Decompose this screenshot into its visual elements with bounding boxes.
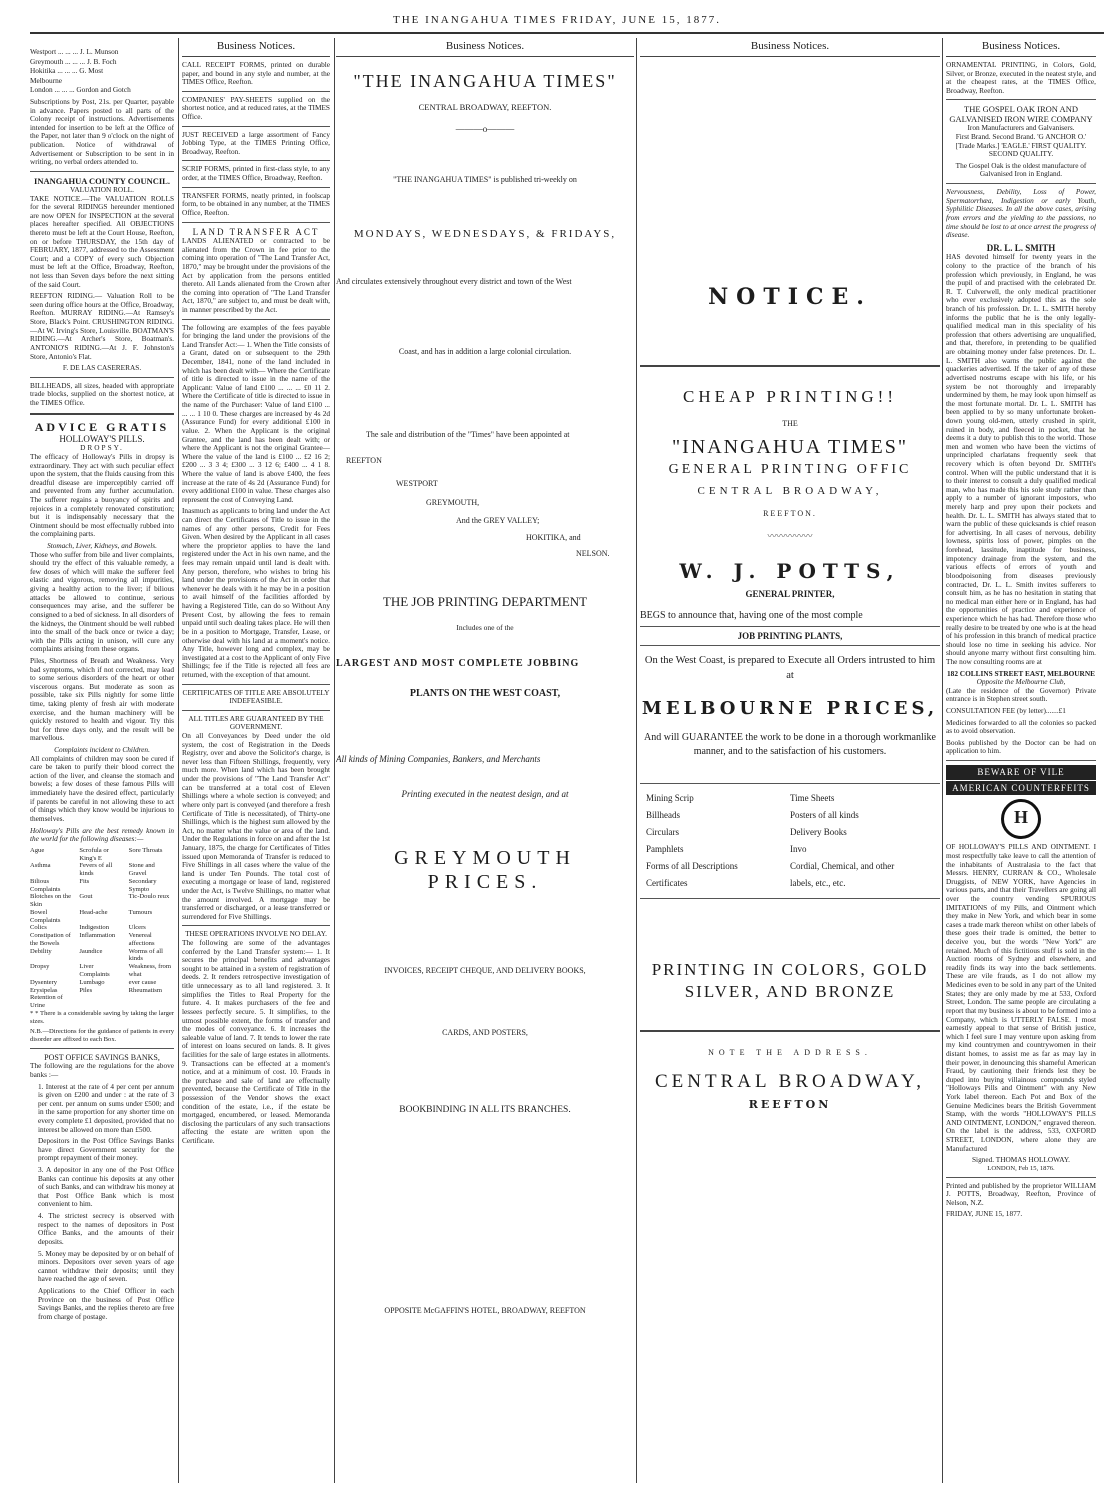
children-body: All complaints of children may soon be cured if care be taken to purify their blood correct the action of the liver, and cleanse the stomach and bowels; a few doses of these famous Pills will immediately have the desired effect, particularly if parents be careful in not allowing these to act of things which they know would be injurious to themselves. <box>30 753 174 823</box>
medicines-line: Medicines forwarded to all the colonies so packed as to avoid observation. <box>946 717 1096 736</box>
publication-days: MONDAYS, WEDNESDAYS, & FRIDAYS, <box>353 228 617 241</box>
counterfeit-banner: AMERICAN COUNTERFEITS <box>946 781 1096 796</box>
disease: Erysipelas <box>30 986 58 994</box>
agent-line: London ... ... ... Gordon and Gotch <box>30 85 131 95</box>
agent-place: HOKITIKA, and <box>526 533 581 543</box>
savings-rule: 5. Money may be deposited by or on behalf of minors. Depositors over seven years of age cannot withdraw their deposits; until they have reached the age of seven. <box>38 1248 174 1284</box>
masthead: THE INANGAHUA TIMES FRIDAY, JUNE 15, 1877. <box>393 14 721 26</box>
divider <box>640 1030 940 1032</box>
cheap-printing: CHEAP PRINTING!! <box>682 386 897 406</box>
job-item: Billheads <box>646 809 680 820</box>
disease: Worms of all kinds <box>128 947 163 963</box>
disease: Rheumatism <box>128 986 162 994</box>
guarantee-line: And will GUARANTEE the work to be done in a thorough workmanlike manner, and to the satisfaction of his customers. <box>644 731 936 757</box>
notice-title: NOTICE. <box>708 283 872 310</box>
agents-intro: The sale and distribution of the "Times" have been appointed at <box>366 430 570 440</box>
disease: ever cause <box>128 978 157 986</box>
piles-body: Piles, Shortness of Breath and Weakness. Very bad symptoms, which if not corrected, may lead to some serious disorders of the heart or other viscerous organs. But moderate as soon as possible, take six Pills nightly for some little time, taking plenty of fresh air with moderate exercise, and the human machinery will be quickly restored to health and vigour. Try this but for three days only, and the result will be marvellous. <box>30 655 174 743</box>
job-title: THE JOB PRINTING DEPARTMENT <box>382 594 588 610</box>
disease: Tumours <box>128 908 153 916</box>
agent-line: Westport ... ... ... J. L. Munson <box>30 48 119 56</box>
column-1 <box>30 48 174 1483</box>
job-item: Certificates <box>646 878 688 889</box>
job-item: Pamphlets <box>646 844 684 855</box>
divider <box>30 413 174 415</box>
doctor-title: DR. L. L. SMITH <box>986 242 1056 253</box>
divider <box>182 222 330 223</box>
column-5 <box>946 38 1096 1483</box>
footnote: * * There is a considerable saving by taking the larger sizes. <box>30 1009 174 1025</box>
disease: Weakness, from what <box>128 963 171 978</box>
dropsy-title: DROPSY. <box>80 443 124 453</box>
reefton-2: REEFTON <box>748 1098 832 1112</box>
ornamental-printing: ORNAMENTAL PRINTING, in Colors, Gold, Silver, or Bronze, executed in the neatest style, and at the cheapest rates, at the TIMES Office, Broadway, Reefton. <box>946 59 1096 95</box>
divider <box>640 645 940 646</box>
divider <box>30 1048 174 1049</box>
operations-title: THESE OPERATIONS INVOLVE NO DELAY. <box>185 929 327 939</box>
remedy-title: Holloway's Pills are the best remedy known in the world for the following diseases:— <box>30 825 174 844</box>
agent-place: WESTPORT <box>396 478 438 488</box>
disease: Blotches on the Skin <box>30 893 72 909</box>
largest-line: LARGEST AND MOST COMPLETE JOBBING <box>336 658 580 670</box>
ornament: ———o——— <box>455 124 515 135</box>
fee-examples: The following are examples of the fees payable for bringing the land under the provisions of the Land Transfer Act:— 1. When the Title consists of a Grant, dated on or subsequent to the 29th December, 1841, none of the land included in which has been dealt with— Where the Certificate of title is directed to issue in the name of the Applicant: Value of land £100 ... ... ... £0 11 2. Where the Certificate of title is directed to issue in the name of the Purchaser: Value of land £100 ... ... ... 1 10 0. These charges are increased by 4s 2d (Assurance Fund) for every additional £100 in value. 2. When the Applicant is the original Grantee, and the land has been dealt with; or where the Applicant is not the original Grantee— Where the value of the land is £100 ... £2 16 2; £200 ... 3 3 4; £300 ... 3 12 6; £400 ... 4 1 8. Where the value of land is above £400, the fees increase at the rate of 4s 2d (Assurance Fund) for every additional £100 in value. These charges also represent the cost of Conveying Land. <box>182 322 330 504</box>
disease: Inflammation <box>79 932 116 940</box>
all-kinds-line: All kinds of Mining Companies, Bankers, and Merchants <box>336 753 541 764</box>
agent-line: Melbourne <box>30 75 63 85</box>
plants-line: PLANTS ON THE WEST COAST, <box>409 688 561 700</box>
job-list-left <box>646 790 790 893</box>
agent-place: GREYMOUTH, <box>426 498 480 508</box>
disease: Sore Throats <box>128 846 163 854</box>
divider <box>640 626 940 627</box>
job-item: Posters of all kinds <box>790 809 859 820</box>
disease: Constipation of the Bowels <box>30 932 71 947</box>
paper-address: CENTRAL BROADWAY, REEFTON. <box>418 102 552 113</box>
column-rule <box>334 38 335 1483</box>
disease: Colics <box>30 924 47 932</box>
divider <box>182 684 330 685</box>
reefton: REEFTON. <box>763 509 817 519</box>
fancy-type: JUST RECEIVED a large assortment of Fancy Jobbing Type, at the TIMES Printing Office, Broadway, Reefton. <box>182 129 330 156</box>
coast-line: Coast, and has in addition a large colonial circulation. <box>398 346 572 356</box>
disease: Jaundice <box>79 947 103 955</box>
brands: First Brand. Second Brand. 'G ANCHOR O.' [Trade Marks.] 'EAGLE.' FIRST QUALITY. SECOND QUALITY. <box>955 132 1087 159</box>
agent-place: REEFTON <box>346 455 382 465</box>
divider <box>30 377 174 378</box>
guarantee-title: ALL TITLES ARE GUARANTEED BY THE GOVERNMENT. <box>188 713 324 732</box>
paper-title: "THE INANGAHUA TIMES" <box>353 70 617 91</box>
central-broadway-2: CENTRAL BROADWAY, <box>655 1070 925 1092</box>
divider <box>946 760 1096 761</box>
holloway-date: LONDON, Feb 15, 1876. <box>987 1164 1055 1172</box>
disease: Liver Complaints <box>79 963 110 978</box>
column-rule <box>178 38 179 1483</box>
general-printing: GENERAL PRINTING OFFIC <box>668 462 912 477</box>
savings-intro: The following are the regulations for the above banks :— <box>30 1061 174 1079</box>
agent-line: Greymouth ... ... ... J. B. Foch <box>30 56 117 66</box>
holloway-seal-icon <box>1001 799 1041 839</box>
disease: Secondary Sympto <box>128 877 157 893</box>
job-list-right <box>790 790 934 893</box>
holloway-title: HOLLOWAY'S PILLS. <box>59 433 145 444</box>
job-item: labels, etc., etc. <box>790 878 846 889</box>
disease: Scrofula or King's E <box>79 846 109 862</box>
gospel-title: THE GOSPEL OAK IRON AND GALVANISED IRON WIRE COMPANY <box>949 104 1093 125</box>
doctor-body: HAS devoted himself for twenty years in the colony to the practice of the branch of his profession which previously, in England, he was the pupil of and practised with the celebrated Dr. R. T. Culverwell, the only medical practitioner who ever exclusively adopted this as the sole branch of his profession. Dr. L. L. SMITH hereby informs the public that he is the only legally-qualified medical man in this speciality of his profession that others advertising are unqualified, and that, therefore, in pretending to be qualified are obtaining money under false pretences. Dr. L. L. SMITH also warns the public against the quackeries advertised. If the taker of any of these advertised nostrums escape with his life, or his system be not thoroughly and irreparably undermined by them, he may look upon himself as the most fortunate mortal. Dr. L. L. SMITH has been applied to by so many unfortunate broken-down young old-men, utterly crushed in spirit, ruined in body, and fleeced in pocket, that he deems it a duty to publish this to the world. Those men and women who have been the victims of unprincipled charlatans frequently seek that recovery which is often beyond Dr. SMITH's control. When will the public understand that it is to their interest to consult a duly qualified medical man, who has made this his sole study rather than apply to a number of ignorant impostors, who merely harp and prey upon their pockets and health. Dr. L. L. SMITH has always stated that to warn the public of these quicksands is chief reason for advertising. In all cases of nervous, debility lowness, spirits loss of power, pimples on the forehead, lassitude, inaptitude for business, impotency drainage from the system, and the various effects of errors of youth and bloodpoisoning from diseases previously contracted, Dr. L. L. Smith invites sufferers to consult him, as he has no hesitation in stating that no medical man either here or in England, has had the opportunities of practice and experience of experience which he has had. Therefore those who really desire to be treated by one who is at the head of his profession in this branch of medical practice should lose no time in seeking his advice. Nor should anyone marry without first consulting him. The now consulting rooms are at <box>946 252 1096 666</box>
lta-title: LAND TRANSFER ACT <box>192 226 320 237</box>
stomach-body: Those who suffer from bile and liver complaints, should try the effect of this valuable remedy, a few doses of which will make the sufferer feel elastic and vigorous, removing all impurities, giving a healthy action to the liver; if bilious attacks be allowed to continue, serious consequences may arise, and the sufferer be consigned to a bed of sickness. In all disorders of the kidneys, the Ointment should be well rubbed into the small of the back once or twice a day; with the Pills acting in unison, will cure any complaints arising from these organs. <box>30 549 174 654</box>
divider <box>30 171 174 172</box>
disease: Fevers of all kinds <box>79 862 113 878</box>
times-title: "INANGAHUA TIMES" <box>671 436 909 459</box>
doctor-opposite: Opposite the Melbourne Club, <box>976 677 1066 687</box>
job-list <box>646 790 934 893</box>
scrip-forms: SCRIP FORMS, printed in first-class style, to any order, at the TIMES Office, Broadway, Reefton. <box>182 164 330 183</box>
job-item: Delivery Books <box>790 826 847 837</box>
job-item: Circulars <box>646 826 679 837</box>
certificates-title: CERTIFICATES OF TITLE ARE ABSOLUTELY INDEFEASIBLE. <box>182 687 330 706</box>
disease: Asthma <box>30 862 51 870</box>
greymouth-prices: GREYMOUTH PRICES. <box>394 847 576 893</box>
counterfeit-body: OF HOLLOWAY'S PILLS AND OINTMENT. I most respectfully take leave to call the attention of the inhabitants of Australasia to the fact that Messrs. HENRY, CURRAN & CO., Wholesale Druggists, of NEW YORK, have Agencies in various parts, and that their Travellers are going all over the country vending SPURIOUS IMITATIONS of my Pills, and Ointment which they make in New York, and which bear in some cases a trade mark thereon whilst on other labels of these goes their trade is omitted, the better to deceive you, but the words "New York" are retained. Much of this fictitious stuff is sold in the Auction rooms of Sydney and elsewhere, and readily finds its way into the back settlements. These are vile frauds, as I do not allow my Medicines even to be sold in any part of the United States; they are only made by me at 533, Oxford Street, London. The same people are circulating a report that my business is about to be formed into a Company, which is UTTERLY FALSE. I most earnestly appeal to that sense of British justice, which I feel sure I may venture upon asking from my kind countrymen and countrywomen in their distant homes, to assist me as far as may lay in their power, in denouncing this shameful American Fraud, by cautioning their friends lest they be duped into buying villainous compounds styled "Holloways Pills and Ointment" with any New York label thereon. Each Pot and Box of the Genuine Medicines bears the British Government Stamp, with the words "HOLLOWAY'S PILLS AND OINTMENT, LONDON," engraved thereon. On the label is the address, 533, OXFORD STREET, LONDON, where alone they are Manufactured <box>946 842 1096 1153</box>
includes-line: Includes one of the <box>456 622 514 632</box>
divider <box>182 91 330 92</box>
consultation-fee: CONSULTATION FEE (by letter).......£1 <box>946 706 1066 716</box>
colors-line: PRINTING IN COLORS, GOLD SILVER, AND BRONZE <box>651 960 929 1002</box>
transfer-forms: TRANSFER FORMS, neatly printed, in foolscap form, to be obtained in any number, at the TIMES Office, Reefton. <box>182 190 330 217</box>
savings-title: POST OFFICE SAVINGS BANKS, <box>44 1052 160 1062</box>
column-4 <box>640 38 940 1483</box>
disease: Dysentery <box>30 978 58 986</box>
column-heading: Business Notices. <box>182 38 330 57</box>
disease: Ulcers <box>128 924 146 932</box>
savings-rule: 4. The strictest secrecy is observed with respect to the names of depositors in Post Office Banks, and the amounts of their deposits. <box>38 1211 174 1246</box>
holloway-signed: Signed. THOMAS HOLLOWAY. <box>972 1155 1070 1165</box>
disease: Retention of Urine <box>30 994 63 1010</box>
divider <box>182 925 330 926</box>
divider <box>946 1177 1096 1178</box>
beware-banner: BEWARE OF VILE <box>946 765 1096 780</box>
begs-line: BEGS to announce that, having one of the most comple <box>640 609 863 621</box>
savings-rule: 3. A depositor in any one of the Post Office Banks can continue his deposits at any other of such Banks, and can withdraw his money at that Post Office Bank which is most convenient to him. <box>38 1165 174 1209</box>
neatest-line: Printing executed in the neatest design, and at <box>401 788 569 799</box>
column-2 <box>182 38 330 1483</box>
agent-line: Hokitika ... ... ... G. Most <box>30 66 104 76</box>
gospel-sub: Iron Manufacturers and Galvanisers. <box>967 123 1075 133</box>
west-coast-line: On the West Coast, is prepared to Execute all Orders intrusted to him at <box>644 655 936 681</box>
divider <box>640 365 940 367</box>
divider <box>946 99 1096 100</box>
disease: Gout <box>79 893 93 901</box>
column-rule <box>636 38 637 1483</box>
children-title: Complaints incident to Children. <box>54 745 150 755</box>
advantages-list: The following are some of the advantages conferred by the Land Transfer system:— 1. It secures the principal benefits and advantages sought to be attained in a system of registration of deeds. 2. It renders retrospective investigation of title unnecessary as to all land registered. 3. It simplifies the Titles to Real Property for the future. 4. It makes purchasers of the fee and lessees perfectly secure. 5. It simplifies, to the utmost possible extent, the forms of transfer and the modes of conveyance. 6. It increases the saleable value of land. 7. It tends to lower the rate of interest on loans secured on lands. 8. It gives facilities for the sale of large estates in allotments. 9. Transactions can be effected at a moment's notice, and at a minimum of cost. 10. Frauds in the purchase and sale of land are effectually prevented, because the Certificate of Title in the possession of the Vendor shows the exact condition of the estate, i.e., if the estate be mortgaged, encumbered, or leased. Memoranda disclosing the particulars of any such transactions affecting the estate are written upon the Certificate. <box>182 938 330 1146</box>
receipt-forms: CALL RECEIPT FORMS, printed on durable paper, and bound in any style and number, at the TIMES Office, Reefton. <box>182 59 330 87</box>
books-line: Books published by the Doctor can be had on application to him. <box>946 737 1096 756</box>
disease: Venereal affections <box>128 932 155 947</box>
melbourne-prices: MELBOURNE PRICES, <box>641 697 939 719</box>
agent-place: And the GREY VALLEY; <box>456 515 540 525</box>
note-address: NOTE THE ADDRESS. <box>708 1047 872 1057</box>
job-item: Invo <box>790 844 807 855</box>
agents-list <box>30 48 174 95</box>
divider <box>946 183 1096 184</box>
agent-place: NELSON. <box>576 548 610 558</box>
billheads-notice: BILLHEADS, all sizes, headed with appropriate trade blocks, supplied on the shortest notice, at the TIMES Office. <box>30 380 174 407</box>
disease: Fits <box>79 877 90 885</box>
savings-rule: 1. Interest at the rate of 4 per cent per annum is given on £200 and under : at the rate of 3 per cent. per annum on sums under £500; and in the same proportion for any shorter time on every complete £1 deposited, provided that no interest be allowed on more than £500. <box>38 1081 174 1134</box>
invoices-line: INVOICES, RECEIPT CHEQUE, AND DELIVERY BOOKS, <box>384 966 586 976</box>
guarantee-body: On all Conveyances by Deed under the old system, the cost of Registration in the Deeds Registry, over and above the Solicitor's charge, is never less than Fifteen Shillings, frequently, very much more. When land which has been brought under the provisions of "The Land Transfer Act" can be transferred at a total cost of Eleven Shillings where a whole section is conveyed; and where only part is conveyed (and therefore a fresh Certificate of Title is necessitated), of Thirty-one Shillings, which is the highest sum allowed by the Act, no matter what the value or area of the land. Under the Regulations in force on and after the 1st January, 1875, the charge for Certificates of Titles issued upon Memoranda of Transfer is reduced to Five Shillings in all cases where the value of the land is under Ten Pounds. The total cost of executing a mortgage or lease of land, registered under the Act, is Twelve Shillings, no matter what the amount involved. A mortgage may be transferred or discharged, or a lease transferred or surrendered for Five Shillings. <box>182 731 330 921</box>
job-item: Forms of all Descriptions <box>646 861 738 872</box>
cards-line: CARDS, AND POSTERS, <box>442 1027 528 1037</box>
divider <box>640 898 940 899</box>
nervous-notice: Nervousness, Debility, Loss of Power, Spermatorrhæa, Indigestion or early Youth, Syphilitic Diseases. In all the above cases, arising from errors and the yielding to the passions, no time should be lost to at once arrest the progress of disease. <box>946 187 1096 240</box>
central-broadway: CENTRAL BROADWAY, <box>697 484 883 497</box>
disease: Bilious Complaints <box>30 877 61 893</box>
dropsy-body: The efficacy of Holloway's Pills in dropsy is extraordinary. They act with such peculiar effect upon the system, that the fluids causing from this dreadful disease are imperceptibly carried off and prevented from any further accumulation. The sufferer regains a buoyancy of spirits and rejoices in a completely renovated constitution; but it is indispensably necessary that the Ointment should be most effectually rubbed into the complaining parts. <box>30 451 174 539</box>
oldest-line: The Gospel Oak is the oldest manufacture of Galvanised Iron in England. <box>955 160 1087 179</box>
imprint: Printed and published by the proprietor WILLIAM J. POTTS, Broadway, Reefton, Province of Nelson, N.Z. <box>946 1180 1096 1207</box>
column-heading: Business Notices. <box>336 38 634 57</box>
subscription-notice: Subscriptions by Post, 21s. per Quarter, payable in advance. Papers posted to all parts of the Colony receipt of instructions. Advertisements intended for insertion to be left at the Office of the Paper, not later than 9 o'clock on the night of publication. Notice of withdrawal of Advertisement or Subscription to be sent in in writing, no verbal orders attended to. <box>30 97 174 167</box>
divider <box>182 710 330 711</box>
job-plants: JOB PRINTING PLANTS, <box>737 630 843 641</box>
circulates-line: And circulates extensively throughout every district and town of the West <box>336 277 572 287</box>
job-item: Time Sheets <box>790 792 835 803</box>
divider <box>182 126 330 127</box>
column-3 <box>336 38 634 1483</box>
disease: Dropsy <box>30 963 50 971</box>
opposite-line: OPPOSITE McGAFFIN'S HOTEL, BROADWAY, REEFTON <box>384 1306 586 1316</box>
job-item: Mining Scrip <box>646 792 694 803</box>
disease: Head-ache <box>79 908 108 916</box>
valuation-body: TAKE NOTICE.—The VALUATION ROLLS for the several RIDINGS hereunder mentioned are now OPEN for INSPECTION at the several places hereafter specified. All OBJECTIONS thereto must be left at the Court House, Reefton, on or before THURSDAY, the 15th day of FEBRUARY, 1877, addressed to the Assessment Court; and a COPY of every such Objection must be left at the Office, Broadway, Reefton, not less than Seven days before the next sitting of the said Court. <box>30 193 174 289</box>
divider <box>182 160 330 161</box>
advice-title: ADVICE GRATIS <box>34 419 170 434</box>
lta-body: LANDS ALIENATED or contracted to be alienated from the Crown in fee prior to the coming into operation of "The Land Transfer Act, 1870," may be brought under the provisions of the Act by application from the persons entitled thereto. All Lands alienated from the Crown after the coming into operation of "The Land Transfer Act, 1870," are subject to, and must be dealt with, in manner prescribed by the Act. <box>182 236 330 314</box>
savings-rule: Depositors in the Post Office Savings Banks have direct Government security for the prompt repayment of their money. <box>38 1136 174 1163</box>
top-rule <box>30 32 1104 34</box>
savings-rule: Applications to the Chief Officer in each Province on the business of Post Office Savings Banks, and the replies thereto are free from charge of postage. <box>38 1285 174 1321</box>
divider <box>182 319 330 320</box>
potts-title: W. J. POTTS, <box>679 558 901 583</box>
job-item: Cordial, Chemical, and other <box>790 861 895 872</box>
disease: Tic-Doulo reux <box>128 893 170 901</box>
signature: F. DE LAS CASERERAS. <box>62 363 142 373</box>
disease: Lumbago <box>79 978 105 986</box>
the-line: THE <box>782 418 798 428</box>
divider <box>182 187 330 188</box>
column-heading: Business Notices. <box>946 38 1096 57</box>
disease: Piles <box>79 986 93 994</box>
column-rule <box>942 38 943 1483</box>
ornament: 〰〰〰〰〰 <box>767 530 813 541</box>
doctor-private: (Late the residence of the Governor) Private entrance is in Stephen street south. <box>946 685 1096 704</box>
diseases-table <box>30 847 174 1010</box>
footnote: N.B.—Directions for the guidance of patients in every disorder are affixed to each Box. <box>30 1028 174 1044</box>
stomach-title: Stomach, Liver, Kidneys, and Bowels. <box>47 541 157 551</box>
bookbinding-line: BOOKBINDING IN ALL ITS BRANCHES. <box>399 1105 571 1116</box>
insurance-body: Inasmuch as applicants to bring land under the Act can direct the Certificates of Title to issue in the names of any other persons, Credit for Fees Given. When desired by the Applicant in all cases where the proprietor applies to have the land registered under the Act in his own name, and the fees may remain unpaid until land is dealt with. Any person, therefore, who wishes to bring his land under the provisions of the Act in order that whenever he deals with it he may be in a position to avail himself of the facilities afforded by having a Registered Title, can do so Without Any Present Cost, by allowing the fees to remain unpaid until such dealing takes place. He will then be in a position to Mortgage, Transfer, Lease, or otherwise deal with his land at a moment's notice. Any Title, however long and complex, may be investigated at a cost to the Applicant of only Five Shillings; fee if the Title is rejected all fees are returned, with the exception of that amount. <box>182 506 330 679</box>
general-printer: GENERAL PRINTER, <box>745 589 835 600</box>
pay-sheets: COMPANIES' PAY-SHEETS supplied on the shortest notice, and at reduced rates, at the TIMES Office. <box>182 94 330 122</box>
disease: Bowel Complaints <box>30 908 61 924</box>
council-title: INANGAHUA COUNTY COUNCIL. <box>34 175 170 186</box>
imprint-date: FRIDAY, JUNE 15, 1877. <box>946 1209 1023 1219</box>
doctor-address: 182 COLLINS STREET EAST, MELBOURNE <box>947 668 1095 678</box>
divider <box>640 783 940 784</box>
column-heading: Business Notices. <box>640 38 940 57</box>
disease: Ague <box>30 846 45 854</box>
published-line: "THE INANGAHUA TIMES" is published tri-weekly on <box>393 174 577 184</box>
disease: Indigestion <box>79 924 109 932</box>
disease: Stone and Gravel <box>128 862 155 878</box>
valuation-title: VALUATION ROLL. <box>70 184 134 194</box>
ridings-list: REEFTON RIDING.— Valuation Roll to be seen during office hours at the Office, Broadway, Reefton. MURRAY RIDING.—At Ramsey's Store, Black's Point. CRUSHINGTON RIDING.—At W. Irving's Store, Louisville. BOATMAN'S RIDING.—At Archer's Store, Boatman's. ANTONIO'S RIDING.—At J. F. Johnston's Store, Antonio's Flat. <box>30 291 174 361</box>
disease: Debility <box>30 947 52 955</box>
